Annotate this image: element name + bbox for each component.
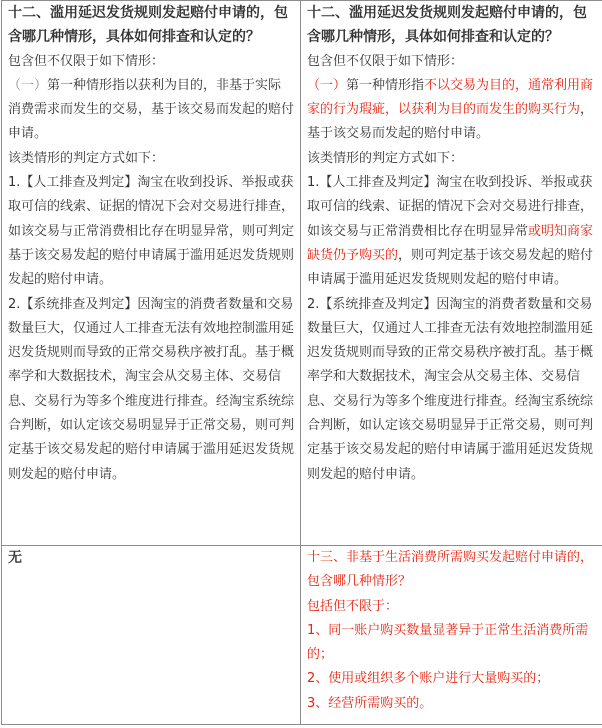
list-item: 3、经营所需购买的。	[307, 695, 433, 711]
new-case1	[307, 74, 596, 147]
added-intro: 包括但不限于：	[307, 598, 399, 614]
table-row	[2, 1, 602, 546]
list-item: 1、同一账户购买数量显著异于正常生活消费所需的；	[307, 622, 589, 663]
old-item2-text: 因淘宝的消费者数量和交易数量巨大，仅通过人工排查无法有效地控制滥用延迟发货规则而导致的正常交易秩序被打乱。基于概率学和大数据技术，淘宝会从交易主体、交易信息、交易行为等多个维度进行排查。经淘宝系统综合判断，如认定该交易明显异于正常交易，则可判定基于该交易发起的赔付申请属于滥用延迟发货规则发起的赔付申请。	[8, 296, 295, 482]
new-item1-lead: 淘宝在收到投诉、举报或获取可信的线索、证据的情况下会对交易进行排查，如该交易与正常消费相比存在明显异常	[307, 175, 594, 239]
old-rule-cell	[2, 1, 301, 546]
old-heading: 十二、滥用延迟发货规则发起赔付申请的，包含哪几种情形，具体如何排查和认定的？	[8, 5, 288, 46]
old-item1-text: 淘宝在收到投诉、举报或获取可信的线索、证据的情况下会对交易进行排查，如该交易与正常消费相比存在明显异常，则可判定基于该交易发起的赔付申请属于滥用延迟发货规则发起的赔付申请。	[8, 175, 295, 288]
new-rule-cell	[301, 1, 602, 546]
new-item1-label: 1.【人工排查及判定】	[307, 175, 437, 191]
list-item: 2、使用或组织多个账户进行大量购买的；	[307, 671, 550, 687]
new-heading: 十二、滥用延迟发货规则发起赔付申请的，包含哪几种情形，具体如何排查和认定的？	[307, 5, 587, 46]
new-case1-tail: ，基于该交易而发起的赔付申请。	[307, 102, 594, 142]
old-rule-cell-empty	[2, 546, 301, 725]
old-case1	[8, 74, 294, 147]
new-method-intro: 该类情形的判定方式如下：	[307, 150, 464, 166]
new-item2-label: 2.【系统排查及判定】	[307, 296, 437, 312]
old-case1-prefix: （一）	[8, 77, 48, 93]
old-item1-label: 1.【人工排查及判定】	[8, 175, 138, 191]
new-item2-text: 因淘宝的消费者数量和交易数量巨大，仅通过人工排查无法有效地控制滥用延迟发货规则而导致的正常交易秩序被打乱。基于概率学和大数据技术，淘宝会从交易主体、交易信息、交易行为等多个维度进行排查。经淘宝系统综合判断，如认定该交易明显异于正常交易，则可判定基于该交易发起的赔付申请属于滥用延迟发货规则发起的赔付申请。	[307, 296, 594, 482]
new-item1-tail: ，则可判定基于该交易发起的赔付申请属于滥用延迟发货规则发起的赔付申请。	[307, 247, 594, 288]
new-case1-prefix: （一）	[307, 77, 347, 93]
old-intro: 包含但不仅限于如下情形：	[8, 53, 165, 69]
added-rule-cell	[301, 546, 602, 725]
comparison-table	[1, 0, 602, 725]
old-item1	[8, 171, 294, 292]
added-heading: 十三、非基于生活消费所需购买发起赔付申请的，包含哪几种情形？	[307, 550, 594, 590]
new-item1	[307, 171, 596, 292]
none-label: 无	[8, 550, 22, 566]
old-item2	[8, 293, 294, 487]
old-case1-text: 第一种情形指以获利为目的，非基于实际消费需求而发生的交易，基于该交易而发起的赔付申请。	[8, 77, 295, 142]
new-case1-lead: 第一种情形指	[346, 77, 425, 93]
new-item2	[307, 293, 596, 487]
old-item2-label: 2.【系统排查及判定】	[8, 296, 138, 312]
new-case1-changed: 不以交易为目的，通常利用商家的行为瑕疵，以获利为目的而发生的购买行为	[307, 77, 594, 118]
new-item1-changed: 或明知商家缺货仍予购买的	[307, 223, 594, 263]
table-row	[2, 546, 602, 725]
old-method-intro: 该类情形的判定方式如下：	[8, 150, 165, 166]
new-intro: 包含但不仅限于如下情形：	[307, 53, 464, 69]
